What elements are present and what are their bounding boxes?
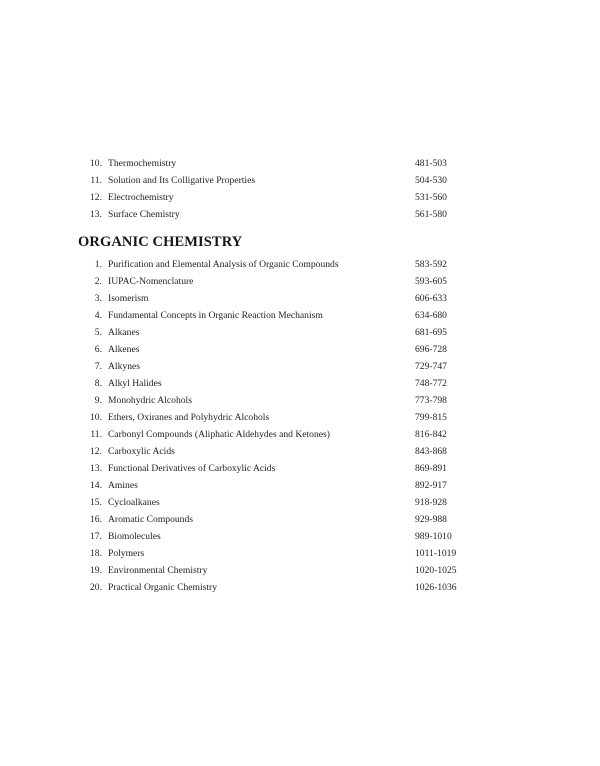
chapter-title: Monohydric Alcohols xyxy=(108,395,192,406)
chapter-title: Fundamental Concepts in Organic Reaction Mechanism xyxy=(108,310,323,321)
chapter-number: 6. xyxy=(94,344,102,355)
chapter-title: Cycloalkanes xyxy=(108,497,160,508)
page-range: 481-503 xyxy=(415,158,447,169)
chapter-number: 16. xyxy=(90,514,102,525)
chapter-title: Electrochemistry xyxy=(108,192,174,203)
page-range: 929-988 xyxy=(415,514,447,525)
toc-entry xyxy=(80,426,460,443)
chapter-title: Ethers, Oxiranes and Polyhydric Alcohols xyxy=(108,412,270,423)
toc-entry xyxy=(80,307,460,324)
toc-entry xyxy=(80,409,460,426)
toc-entry xyxy=(80,562,460,579)
chapter-title: Aromatic Compounds xyxy=(108,514,194,525)
toc-entry xyxy=(80,528,460,545)
chapter-title: Environmental Chemistry xyxy=(108,565,208,576)
toc-entry xyxy=(80,324,460,341)
chapter-title: Thermochemistry xyxy=(108,158,177,169)
page-range: 843-868 xyxy=(415,446,447,457)
chapter-number: 12. xyxy=(90,446,102,457)
page-range: 606-633 xyxy=(415,293,447,304)
chapter-number: 7. xyxy=(94,361,102,372)
page-range: 634-680 xyxy=(415,310,447,321)
chapter-title: Alkanes xyxy=(108,327,140,338)
toc-entry xyxy=(80,477,460,494)
toc-entry xyxy=(80,256,460,273)
page-range: 583-592 xyxy=(415,259,447,270)
page-range: 681-695 xyxy=(415,327,447,338)
page-range: 816-842 xyxy=(415,429,447,440)
chapter-number: 10. xyxy=(90,412,102,423)
chapter-number: 5. xyxy=(94,327,102,338)
section-heading-organic: ORGANIC CHEMISTRY xyxy=(78,234,243,250)
toc-entry xyxy=(80,443,460,460)
chapter-number: 1. xyxy=(94,259,102,270)
toc-entry xyxy=(80,172,460,189)
toc-entry xyxy=(80,545,460,562)
page-range: 892-917 xyxy=(415,480,447,491)
chapter-number: 13. xyxy=(90,463,102,474)
chapter-number: 15. xyxy=(90,497,102,508)
page-range: 696-728 xyxy=(415,344,447,355)
chapter-number: 11. xyxy=(90,175,102,186)
page-range: 1026-1036 xyxy=(415,582,457,593)
chapter-title: Alkynes xyxy=(108,361,140,372)
chapter-number: 20. xyxy=(90,582,102,593)
page-range: 869-891 xyxy=(415,463,447,474)
chapter-number: 19. xyxy=(90,565,102,576)
chapter-number: 12. xyxy=(90,192,102,203)
chapter-title: Alkyl Halides xyxy=(108,378,162,389)
toc-entry xyxy=(80,155,460,172)
chapter-number: 13. xyxy=(90,209,102,220)
page-range: 773-798 xyxy=(415,395,447,406)
toc-entry xyxy=(80,392,460,409)
toc-entry xyxy=(80,358,460,375)
chapter-title: Amines xyxy=(108,480,138,491)
chapter-number: 14. xyxy=(90,480,102,491)
page-range: 729-747 xyxy=(415,361,447,372)
chapter-title: Isomerism xyxy=(108,293,149,304)
chapter-title: Purification and Elemental Analysis of Organic Compounds xyxy=(108,259,339,270)
page-range: 1011-1019 xyxy=(415,548,457,559)
toc-entry xyxy=(80,579,460,596)
chapter-number: 3. xyxy=(94,293,102,304)
chapter-title: Polymers xyxy=(108,548,145,559)
chapter-title: Alkenes xyxy=(108,344,140,355)
chapter-title: Practical Organic Chemistry xyxy=(108,582,218,593)
toc-entry xyxy=(80,341,460,358)
toc-entry xyxy=(80,273,460,290)
chapter-number: 17. xyxy=(90,531,102,542)
page-range: 531-560 xyxy=(415,192,447,203)
toc-entry xyxy=(80,494,460,511)
page-range: 989-1010 xyxy=(415,531,452,542)
organic-chemistry-list xyxy=(80,256,460,596)
page-range: 1020-1025 xyxy=(415,565,457,576)
page-range: 504-530 xyxy=(415,175,447,186)
chapter-title: Biomolecules xyxy=(108,531,161,542)
toc-entry xyxy=(80,206,460,223)
chapter-number: 2. xyxy=(94,276,102,287)
toc-entry xyxy=(80,290,460,307)
toc-entry xyxy=(80,511,460,528)
chapter-title: Solution and Its Colligative Properties xyxy=(108,175,256,186)
page-range: 748-772 xyxy=(415,378,447,389)
chapter-number: 4. xyxy=(94,310,102,321)
chapter-title: Carbonyl Compounds (Aliphatic Aldehydes and Ketones) xyxy=(108,429,330,440)
page-range: 561-580 xyxy=(415,209,447,220)
chapter-number: 10. xyxy=(90,158,102,169)
physical-chemistry-continued-list xyxy=(80,155,460,223)
chapter-number: 18. xyxy=(90,548,102,559)
chapter-title: IUPAC-Nomenclature xyxy=(108,276,194,287)
chapter-number: 8. xyxy=(94,378,102,389)
toc-entry xyxy=(80,460,460,477)
chapter-number: 11. xyxy=(90,429,102,440)
chapter-title: Functional Derivatives of Carboxylic Acids xyxy=(108,463,276,474)
page-range: 799-815 xyxy=(415,412,447,423)
chapter-title: Carboxylic Acids xyxy=(108,446,175,457)
toc-entry xyxy=(80,375,460,392)
toc-entry xyxy=(80,189,460,206)
chapter-number: 9. xyxy=(94,395,102,406)
page-range: 593-605 xyxy=(415,276,447,287)
chapter-title: Surface Chemistry xyxy=(108,209,180,220)
page-range: 918-928 xyxy=(415,497,447,508)
